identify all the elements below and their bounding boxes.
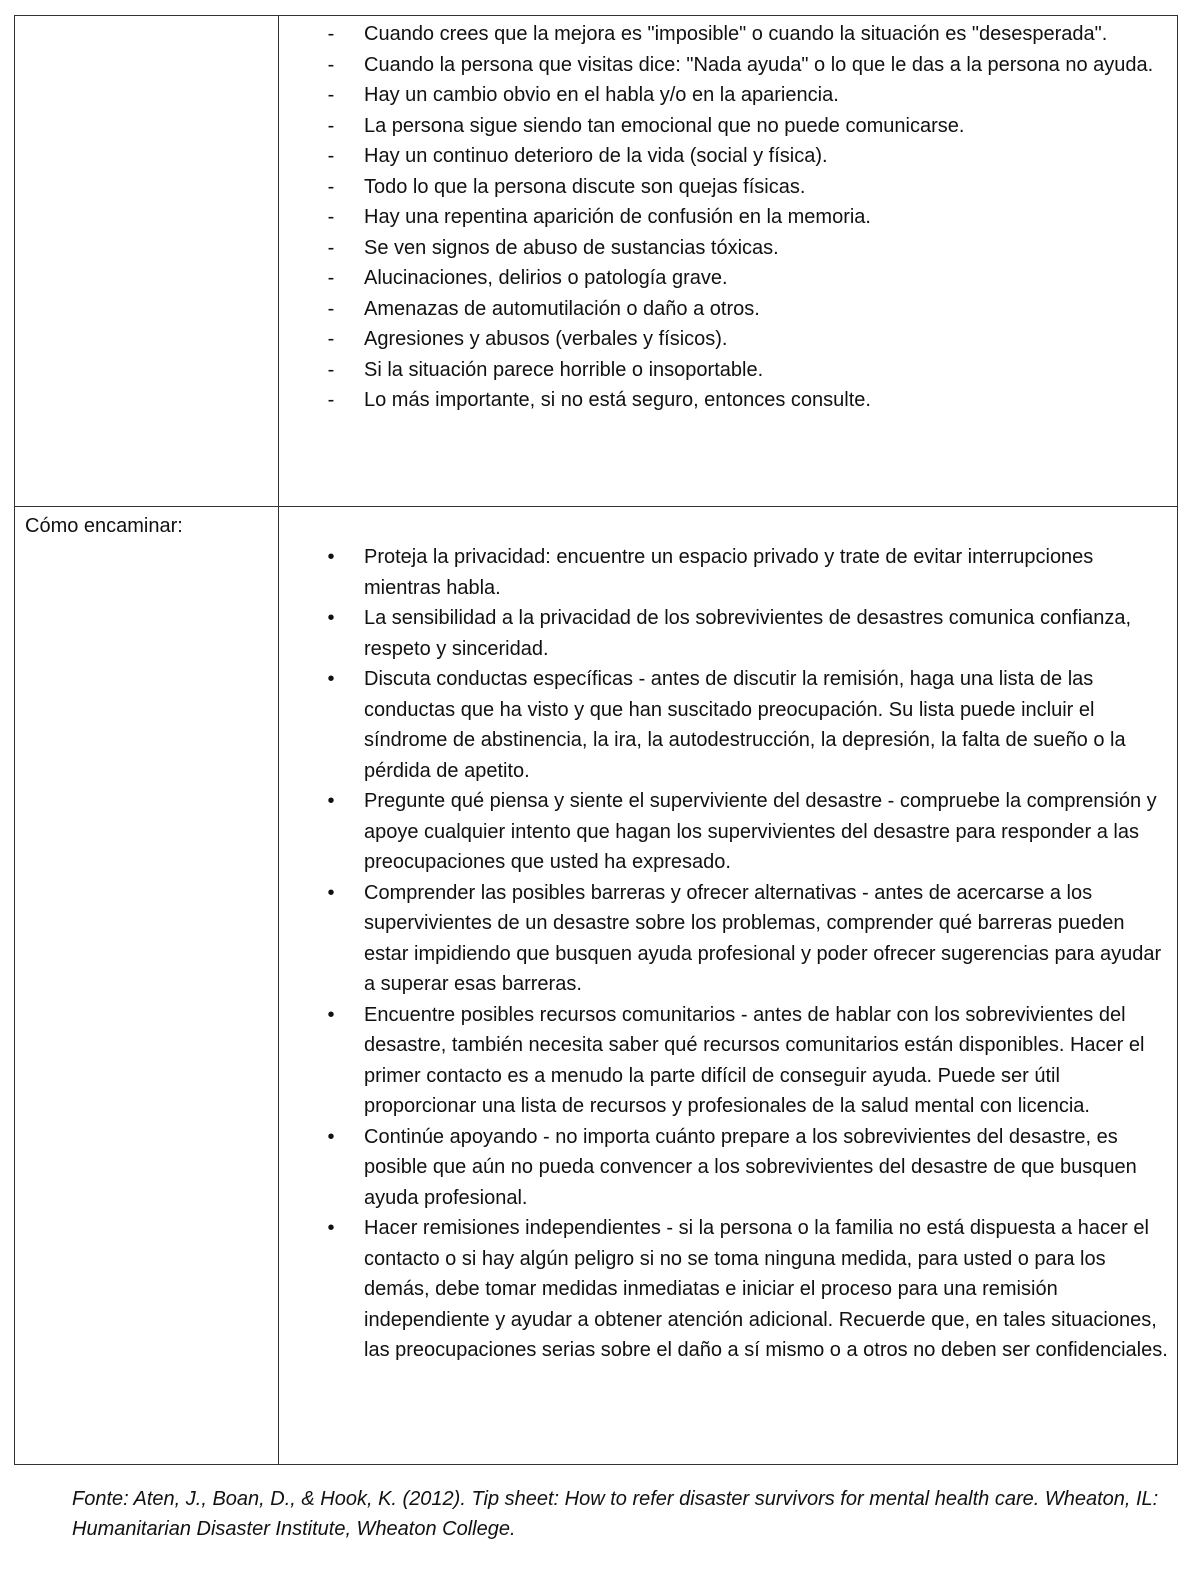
dash-marker: - [327, 297, 335, 320]
dash-marker: - [327, 175, 335, 198]
list-item-text: Cuando crees que la mejora es "imposible" o cuando la situación es "desesperada". [364, 23, 1108, 45]
dash-marker: - [327, 358, 335, 381]
list-item-text: Comprender las posibles barreras y ofrecer alternativas - antes de acercarse a los supervivientes de un desastre sobre los problemas, comprender qué barreras pueden estar impidiendo que busquen ayuda profesional y poder ofrecer sugerencias para ayudar a superar esas barreras. [364, 881, 1162, 995]
bullet-marker: • [327, 668, 335, 690]
list-item [279, 878, 1177, 1000]
bullet-list [279, 507, 1177, 1366]
dash-marker: - [327, 114, 335, 137]
dash-marker: - [327, 206, 335, 228]
bullet-marker: • [327, 790, 335, 812]
row-label-cell [15, 16, 279, 507]
list-item-text: Hay un continuo deterioro de la vida (social y física). [364, 145, 828, 167]
list-item-text: La sensibilidad a la privacidad de los sobrevivientes de desastres comunica confianza, respeto y sinceridad. [364, 607, 1132, 660]
table-row-how-to-refer [15, 507, 1178, 1465]
list-item-text: Continúe apoyando - no importa cuánto prepare a los sobrevivientes del desastre, es posible que aún no pueda convencer a los sobrevivientes del desastre de que busquen ayuda profesional. [364, 1125, 1137, 1209]
row-label: Cómo encaminar: [25, 515, 183, 537]
row-content-cell [279, 507, 1178, 1465]
bullet-marker: • [327, 1125, 335, 1148]
list-item [279, 1213, 1177, 1366]
list-item [279, 355, 1177, 386]
list-item [279, 80, 1177, 111]
dash-marker: - [327, 84, 335, 106]
bullet-marker: • [327, 1217, 335, 1239]
list-item [279, 263, 1177, 294]
list-item-text: Se ven signos de abuso de sustancias tóxicas. [364, 236, 779, 259]
list-item-text: Encuentre posibles recursos comunitarios - antes de hablar con los sobrevivientes del desastre, también necesita saber qué recursos comunitarios están disponibles. Hacer el primer contacto es a menudo la parte difícil de conseguir ayuda. Puede ser útil proporcionar una lista de recursos y profesionales de la salud mental con licencia. [364, 1003, 1145, 1117]
list-item [279, 385, 1177, 416]
list-item [279, 172, 1177, 203]
list-item [279, 50, 1177, 81]
list-item-text: Hay una repentina aparición de confusión en la memoria. [364, 206, 871, 228]
list-item-text: Hacer remisiones independientes - si la persona o la familia no está dispuesta a hacer el contacto o si hay algún peligro si no se toma ninguna medida, para usted o para los demás, debe tomar medidas inmediatas e iniciar el proceso para una remisión independiente y ayudar a obtener atención adicional. Recuerde que, en tales situaciones, las preocupaciones serias sobre el daño a sí mismo o a otros no deben ser confidenciales. [364, 1217, 1168, 1361]
list-item-text: Discuta conductas específicas - antes de discutir la remisión, haga una lista de las conductas que ha visto y que han suscitado preocupación. Su lista puede incluir el síndrome de abstinencia, la ira, la autodestrucción, la depresión, la falta de sueño o la pérdida de apetito. [364, 668, 1126, 782]
bullet-marker: • [327, 881, 335, 904]
list-item-text: Hay un cambio obvio en el habla y/o en la apariencia. [364, 84, 839, 106]
list-item-text: Proteja la privacidad: encuentre un espacio privado y trate de evitar interrupciones mientras habla. [364, 546, 1094, 599]
dash-marker: - [327, 267, 335, 289]
bullet-marker: • [327, 607, 335, 629]
source-citation: Fonte: Aten, J., Boan, D., & Hook, K. (2012). Tip sheet: How to refer disaster survivors for mental health care. Wheaton, IL: Humanitarian Disaster Institute, Wheaton College. [72, 1488, 1159, 1540]
bullet-marker: • [327, 1003, 335, 1026]
table-row-warning-signs [15, 16, 1178, 507]
row-content-cell [279, 16, 1178, 507]
dash-marker: - [327, 389, 335, 411]
dash-marker: - [327, 23, 335, 45]
list-item [279, 19, 1177, 50]
bullet-marker: • [327, 546, 335, 568]
list-item [279, 111, 1177, 142]
list-item [279, 1122, 1177, 1214]
dash-marker: - [327, 145, 335, 167]
dash-marker: - [327, 328, 335, 350]
list-item-text: Pregunte qué piensa y siente el superviviente del desastre - compruebe la comprensión y apoye cualquier intento que hagan los supervivientes del desastre para responder a las preocupaciones que usted ha expresado. [364, 790, 1157, 873]
list-item [279, 294, 1177, 325]
list-item [279, 603, 1177, 664]
list-item-text: Alucinaciones, delirios o patología grave. [364, 267, 728, 289]
dash-marker: - [327, 236, 335, 259]
row-label-cell [15, 507, 279, 1465]
dash-list [279, 16, 1177, 416]
list-item-text: Lo más importante, si no está seguro, entonces consulte. [364, 389, 871, 411]
list-item-text: Amenazas de automutilación o daño a otros. [364, 297, 760, 320]
list-item [279, 324, 1177, 355]
list-item-text: Todo lo que la persona discute son quejas físicas. [364, 175, 806, 198]
list-item [279, 202, 1177, 233]
list-item-text: La persona sigue siendo tan emocional que no puede comunicarse. [364, 114, 965, 137]
list-item [279, 233, 1177, 264]
list-item [279, 141, 1177, 172]
referral-table [14, 15, 1178, 1465]
list-item [279, 542, 1177, 603]
list-item-text: Cuando la persona que visitas dice: "Nada ayuda" o lo que le das a la persona no ayuda. [364, 53, 1154, 76]
dash-marker: - [327, 53, 335, 76]
list-item-text: Si la situación parece horrible o insoportable. [364, 358, 764, 381]
list-item [279, 1000, 1177, 1122]
list-item [279, 786, 1177, 878]
list-item [279, 664, 1177, 786]
list-item-text: Agresiones y abusos (verbales y físicos). [364, 328, 728, 350]
